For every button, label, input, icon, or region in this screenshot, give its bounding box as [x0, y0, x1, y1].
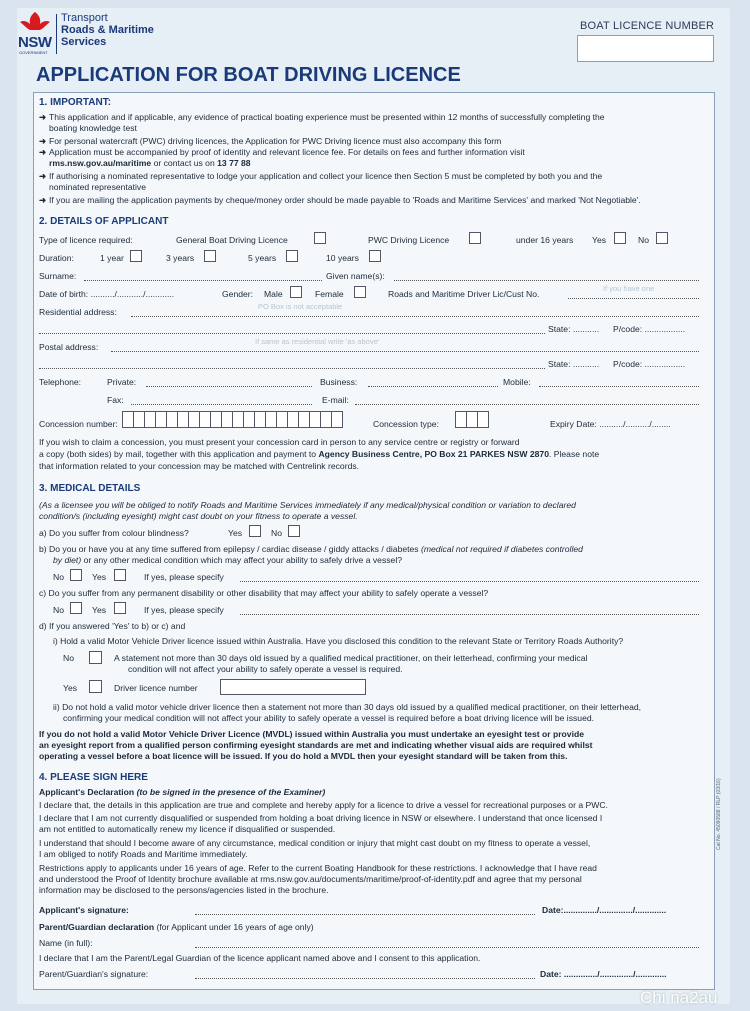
arrow-icon: ➜ [39, 147, 47, 157]
important-bullet-2 [39, 136, 501, 147]
concession-number-field[interactable] [122, 411, 342, 428]
declaration-p4b: and understood the Proof of Identity brochure available at rms.nsw.gov.au/documents/maritime/proof-of-identity.pdf and agree that my personal [39, 874, 582, 884]
surname-field[interactable] [84, 280, 322, 281]
duration-label: Duration: [39, 253, 74, 263]
agency-address: Agency Business Centre, PO Box 21 PARKES NSW 2870 [318, 449, 549, 459]
section-3-heading: 3. MEDICAL DETAILS [39, 483, 141, 494]
name-in-full-field[interactable] [195, 947, 699, 948]
declaration-p2a: I declare that I am not currently disqualified or suspended from holding a boat driving licence in NSW or elsewhere. I understand that once licensed I [39, 813, 603, 823]
qc-no-checkbox[interactable] [70, 602, 82, 614]
qb2-text: or any other medical condition which may affect your ability to safely drive a vessel? [81, 555, 403, 565]
declaration-p1: I declare that, the details in this application are true and complete and hereby apply for a licence to drive a vessel for recreational purposes or a PWC. [39, 800, 608, 810]
postal-hint: If same as residential write 'as above' [255, 337, 380, 346]
qa-yes-checkbox[interactable] [249, 525, 261, 537]
general-licence-checkbox[interactable] [314, 232, 326, 244]
postal-state[interactable]: State: ........... [548, 359, 600, 369]
bullet-1-line-2: boating knowledge test [49, 123, 137, 133]
concession-type-field[interactable] [455, 411, 488, 428]
section-2-heading: 2. DETAILS OF APPLICANT [39, 216, 169, 227]
qb-no-label: No [53, 572, 64, 582]
concession-number-label: Concession number: [39, 419, 118, 429]
duration-5-years-label: 5 years [248, 253, 277, 263]
bullet-2-text: For personal watercraft (PWC) driving licences, the Application for PWC Driving licence must also accompany this form [49, 136, 502, 146]
declaration-p3b: I am obliged to notify Roads and Maritime immediately. [39, 849, 248, 859]
qb-no-checkbox[interactable] [70, 569, 82, 581]
residential-address-field[interactable] [131, 316, 699, 317]
pwc-licence-label: PWC Driving Licence [368, 235, 450, 245]
qdi-yes-label: Yes [63, 683, 78, 693]
name-in-full-label: Name (in full): [39, 938, 93, 948]
parent-declaration-text: I declare that I am the Parent/Legal Guardian of the licence applicant named above and I consent to this application. [39, 953, 481, 963]
duration-1-year-label: 1 year [100, 253, 124, 263]
duration-3-years-checkbox[interactable] [204, 250, 216, 262]
arrow-icon: ➜ [39, 195, 47, 205]
medical-intro-2: condition/s (including eyesight) might cast doubt on your fitness to operate a vessel. [39, 511, 358, 521]
female-checkbox[interactable] [354, 286, 366, 298]
duration-10-years-checkbox[interactable] [369, 250, 381, 262]
qb-specify-field[interactable] [240, 581, 699, 582]
parent-signature-label: Parent/Guardian's signature: [39, 969, 149, 979]
female-label: Female [315, 289, 344, 299]
qdi-yes-checkbox[interactable] [89, 680, 102, 693]
surname-label: Surname: [39, 271, 77, 281]
concession-note-2c: . Please note [548, 449, 600, 459]
fax-label: Fax: [107, 395, 124, 405]
declaration-title-text: Applicant's Declaration [39, 787, 137, 797]
rms-phone: 13 77 88 [217, 158, 251, 168]
question-c: c) Do you suffer from any permanent disability or other disability that may affect your ability to safely operate a vessel? [39, 588, 489, 598]
qa-no-label: No [271, 528, 282, 538]
qc-yes-checkbox[interactable] [114, 602, 126, 614]
parent-title-sub: (for Applicant under 16 years of age only) [154, 922, 314, 932]
medical-intro-1: (As a licensee you will be obliged to notify Roads and Maritime Services immediately if any medical/physical condition or variation to declared [39, 500, 576, 510]
qdi-statement-2: condition will not affect your ability to safely operate a vessel is required. [128, 664, 403, 674]
qb-yes-label: Yes [92, 572, 107, 582]
question-d-ii-line-1: ii) Do not hold a valid motor vehicle driver licence then a statement not more than 30 days old issued by a qualified medical practitioner, on their letterhead, [53, 702, 642, 712]
applicant-date-field[interactable]: Date:............../............../............. [542, 905, 667, 915]
residential-address-label: Residential address: [39, 307, 117, 317]
given-names-field[interactable] [394, 280, 699, 281]
postal-address-field[interactable] [111, 351, 699, 352]
pwc-licence-checkbox[interactable] [469, 232, 481, 244]
concession-note-2a: a copy (both sides) by mail, together with this application and payment to [39, 449, 319, 459]
driver-lic-hint: If you have one [603, 284, 655, 293]
arrow-icon: ➜ [39, 171, 47, 181]
fax-field[interactable] [131, 404, 312, 405]
question-d: d) If you answered 'Yes' to b) or c) and [39, 621, 186, 631]
qa-yes-label: Yes [228, 528, 243, 538]
bullet-5-text: If you are mailing the application payments by cheque/money order should be made payable to 'Roads and Maritime Services' and marked 'Not Negotiable'. [49, 195, 641, 205]
email-field[interactable] [355, 404, 699, 405]
question-d-ii-line-2: confirming your medical condition will not affect your ability to safely operate a vessel is required before a boat driving licence will be issued. [63, 713, 595, 723]
duration-1-year-checkbox[interactable] [130, 250, 142, 262]
postal-address-line-2[interactable] [39, 368, 545, 369]
concession-type-label: Concession type: [373, 419, 439, 429]
qb-italic: (medical not required if diabetes controlled [421, 544, 583, 554]
qdi-statement-1: A statement not more than 30 days old issued by a qualified medical practitioner, on their letterhead, confirming your medical [114, 653, 588, 663]
catalogue-code: Cat No. 45090588 / RLP (03/16) [716, 778, 722, 850]
driver-lic-label: Roads and Maritime Driver Lic/Cust No. [388, 289, 540, 299]
duration-10-years-label: 10 years [326, 253, 359, 263]
business-phone-label: Business: [320, 377, 358, 387]
private-phone-label: Private: [107, 377, 137, 387]
applicant-signature-label: Applicant's signature: [39, 905, 129, 915]
mvdl-note-2: an eyesight report from a qualified person confirming eyesight standards are met and indicating whether visual aids are required whilst [39, 740, 593, 750]
duration-3-years-label: 3 years [166, 253, 195, 263]
postal-postcode[interactable]: P/code: ................. [613, 359, 686, 369]
rms-link[interactable]: rms.nsw.gov.au/maritime [49, 158, 152, 168]
under-16-no-checkbox[interactable] [656, 232, 668, 244]
org-line-2: Roads & Maritime [61, 24, 154, 36]
residential-address-line-2[interactable] [39, 333, 545, 334]
waratah-icon [18, 10, 52, 34]
org-line-1: Transport [61, 12, 108, 24]
driver-licence-number-label: Driver licence number [114, 683, 198, 693]
under-16-no-label: No [638, 235, 649, 245]
qc-no-label: No [53, 605, 64, 615]
boat-licence-number-label: BOAT LICENCE NUMBER [580, 20, 715, 32]
male-checkbox[interactable] [290, 286, 302, 298]
bullet-1-line-1: This application and if applicable, any evidence of practical boating experience must be presented within 12 months of successfully completing the [49, 112, 605, 122]
boat-licence-number-field[interactable] [577, 35, 714, 62]
bullet-3-mid: or contact us on [151, 158, 218, 168]
residential-hint: PO Box is not acceptable [258, 302, 343, 311]
bullet-3-line-2 [49, 158, 251, 169]
bullet-3-line-1: Application must be accompanied by proof of identity and relevant licence fee. For details on fees and further information visit [49, 147, 525, 157]
postal-address-label: Postal address: [39, 342, 99, 352]
dob-field[interactable]: Date of birth: ........../.........../............ [39, 289, 175, 299]
qb-text: b) Do you or have you at any time suffered from epilepsy / cardiac disease / giddy attacks / diabetes [39, 544, 421, 554]
qc-specify-field[interactable] [240, 614, 699, 615]
logo-government: GOVERNMENT [19, 50, 48, 55]
question-b-line-2 [53, 555, 402, 566]
important-bullet-5 [39, 195, 641, 206]
section-4-heading: 4. PLEASE SIGN HERE [39, 772, 148, 783]
mobile-label: Mobile: [503, 377, 531, 387]
driver-lic-field[interactable] [568, 298, 699, 299]
business-phone-field[interactable] [368, 386, 498, 387]
important-bullet-4 [39, 171, 602, 182]
section-1-heading: 1. IMPORTANT: [39, 97, 112, 108]
licence-type-label: Type of licence required: [39, 235, 133, 245]
mvdl-note-1: If you do not hold a valid Motor Vehicle Driver Licence (MVDL) issued within Australia you must undertake an eyesight test or provide [39, 729, 585, 739]
qdi-no-label: No [63, 653, 74, 663]
private-phone-field[interactable] [146, 386, 312, 387]
qb2-italic: by diet) [53, 555, 82, 565]
qa-no-checkbox[interactable] [288, 525, 300, 537]
qb-yes-checkbox[interactable] [114, 569, 126, 581]
logo-divider [56, 14, 57, 54]
mobile-field[interactable] [539, 386, 699, 387]
general-licence-label: General Boat Driving Licence [176, 235, 288, 245]
gender-label: Gender: [222, 289, 254, 299]
driver-licence-number-field[interactable] [220, 679, 366, 695]
under-16-yes-label: Yes [592, 235, 607, 245]
org-line-3: Services [61, 36, 107, 48]
arrow-icon: ➜ [39, 112, 47, 122]
concession-note-2 [39, 449, 599, 460]
applicant-signature-field[interactable] [195, 914, 535, 915]
under-16-label: under 16 years [516, 235, 574, 245]
applicant-declaration-title [39, 787, 325, 798]
important-bullet-3 [39, 147, 525, 158]
residential-postcode[interactable]: P/code: ................. [613, 324, 686, 334]
declaration-p4a: Restrictions apply to applicants under 16 years of age. Refer to the current Boating Handbook for these restrictions. I acknowledge that I have read [39, 863, 597, 873]
email-label: E-mail: [322, 395, 349, 405]
question-a: a) Do you suffer from colour blindness? [39, 528, 189, 538]
page-title: APPLICATION FOR BOAT DRIVING LICENCE [36, 64, 461, 86]
qc-yes-label: Yes [92, 605, 107, 615]
concession-note-1: If you wish to claim a concession, you must present your concession card in person to any service centre or registry or forward [39, 437, 520, 447]
residential-state[interactable]: State: ........... [548, 324, 600, 334]
male-label: Male [264, 289, 283, 299]
given-names-label: Given name(s): [326, 271, 385, 281]
telephone-label: Telephone: [39, 377, 82, 387]
declaration-p2b: am not entitled to automatically renew my licence if disqualified or suspended. [39, 824, 336, 834]
bullet-4-line-1: If authorising a nominated representative to lodge your application and collect your licence then Section 5 must be completed by both you and the [49, 171, 603, 181]
declaration-p3a: I understand that should I become aware of any circumstance, medical condition or injury that might cast doubt on my fitness to operate a vessel, [39, 838, 591, 848]
parent-title-text: Parent/Guardian declaration [39, 922, 155, 932]
arrow-icon: ➜ [39, 136, 47, 146]
declaration-title-italic: (to be signed in the presence of the Examiner) [136, 787, 326, 797]
question-b-line-1 [39, 544, 583, 555]
important-bullet-1 [39, 112, 605, 123]
org-name [61, 12, 154, 48]
expiry-date-field[interactable]: Expiry Date: ........../........../........ [550, 419, 671, 429]
bullet-4-line-2: nominated representative [49, 182, 146, 192]
parent-signature-field[interactable] [195, 978, 535, 979]
question-d-i: i) Hold a valid Motor Vehicle Driver licence issued within Australia. Have you disclosed this condition to the relevant State or Territory Roads Authority? [53, 636, 624, 646]
duration-5-years-checkbox[interactable] [286, 250, 298, 262]
declaration-p4c: information may be disclosed to the persons/agencies listed in the brochure. [39, 885, 329, 895]
concession-note-3: that information related to your concession may be matched with Centrelink records. [39, 461, 360, 471]
qc-specify-label: If yes, please specify [144, 605, 224, 615]
logo-nsw: NSW [18, 34, 52, 51]
nsw-logo [18, 10, 158, 54]
parent-date-field[interactable]: Date: ............../............../............. [540, 969, 667, 979]
under-16-yes-checkbox[interactable] [614, 232, 626, 244]
parent-declaration-title [39, 922, 314, 933]
qdi-no-checkbox[interactable] [89, 651, 102, 664]
qb-specify-label: If yes, please specify [144, 572, 224, 582]
watermark: Chi na2au [640, 988, 718, 1007]
mvdl-note-3: operating a vessel before a boat licence will be issued. If you do hold a MVDL then your eyesight standard will be taken from this. [39, 751, 568, 761]
